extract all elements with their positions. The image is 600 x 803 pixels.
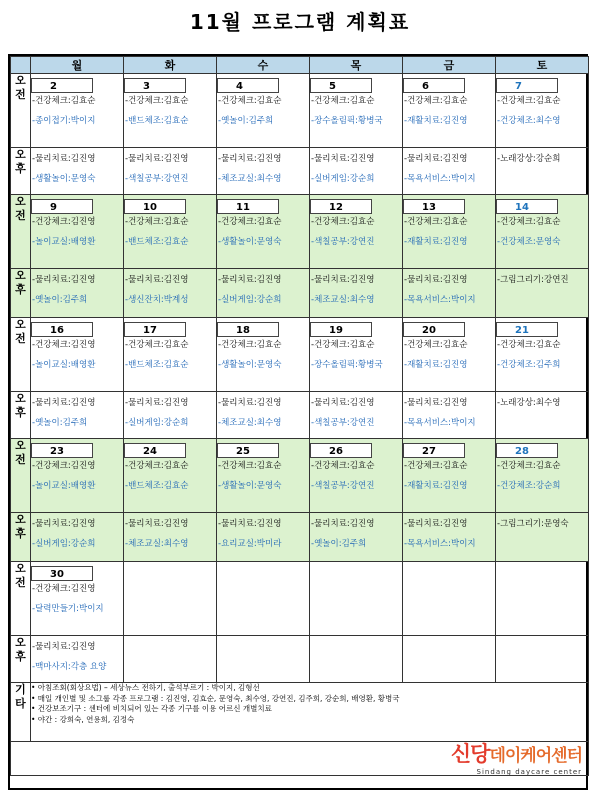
routine-entry: -건강체크:김진영 [32,217,96,227]
program-entry: -맥마사지:각층 요양 [32,662,107,672]
am-label [11,562,31,636]
weekday-tue: 화 [124,57,217,74]
routine-entry: -물리치료:김진영 [404,519,468,529]
routine-entry: -노래강상:강순희 [497,154,561,164]
program-entry: -실버게임:강순희 [32,539,96,549]
program-entry: -건강체조:김주희 [497,360,561,370]
period-label-char: 후 [15,650,26,663]
date-number: 28 [496,443,558,458]
period-label-char: 오 [15,195,26,208]
date-number: 11 [217,199,279,214]
footer-cell [11,742,589,776]
day-cell [31,269,124,318]
routine-entry: -건강체크:김효순 [404,461,468,471]
day-cell [310,269,403,318]
routine-entry: -건강체크:김효순 [125,461,189,471]
notes-label-char-2: 타 [15,697,26,710]
program-entry: -밴드체조:김효순 [125,116,189,126]
note-line: • 야간 : 강희숙, 연용희, 김정숙 [31,714,135,724]
day-cell [310,148,403,195]
program-entry: -요리교실:박미라 [218,539,282,549]
program-entry: -색칠공부:강연진 [311,418,375,428]
routine-entry: -물리치료:김진영 [218,519,282,529]
day-cell [403,269,496,318]
notes-row [11,683,589,742]
week-4-pm-row [11,513,589,562]
day-cell [310,439,403,513]
program-entry: -장수올림픽:황병국 [311,360,383,370]
period-label-char: 전 [15,88,26,101]
program-entry: -실버게임:강순희 [125,418,189,428]
date-number: 18 [217,322,279,337]
date-number: 24 [124,443,186,458]
day-cell [217,318,310,392]
week-1-am-row [11,74,589,148]
program-entry: -놀이교실:배영환 [32,360,96,370]
day-cell [310,318,403,392]
routine-entry: -건강체크:김효순 [497,461,561,471]
routine-entry: -건강체크:김효순 [218,340,282,350]
day-cell [496,74,589,148]
day-cell [124,195,217,269]
program-entry: -생활놀이:문영숙 [218,360,282,370]
program-entry: -목욕서비스:박이지 [404,295,476,305]
routine-entry: -물리치료:김진영 [311,398,375,408]
center-logo [451,742,582,776]
period-label-char: 오 [15,636,26,649]
day-cell [217,74,310,148]
period-label-char: 전 [15,576,26,589]
routine-entry: -건강체크:김효순 [311,96,375,106]
date-number: 4 [217,78,279,93]
day-cell [310,636,403,683]
routine-entry: -건강체크:김효순 [32,96,96,106]
day-cell [124,74,217,148]
period-label-char: 후 [15,283,26,296]
program-entry: -체조교실:최수영 [218,174,282,184]
routine-entry: -물리치료:김진영 [404,154,468,164]
am-label [11,439,31,513]
logo-main-orange: 데이케어센터 [489,746,582,766]
period-label-char: 오 [15,148,26,161]
notes-label-char-1: 기 [15,683,26,696]
routine-entry: -물리치료:김진영 [404,275,468,285]
day-cell [496,269,589,318]
routine-entry: -건강체크:김효순 [125,217,189,227]
note-line: • 아침조회(회상요법) – 세상뉴스 전하기, 출석부르기 : 박이지, 김형선 [31,683,260,692]
day-cell [217,392,310,439]
day-cell [496,562,589,636]
period-label-char: 오 [15,74,26,87]
day-cell [310,513,403,562]
routine-entry: -건강체크:김진영 [32,584,96,594]
day-cell [310,74,403,148]
program-entry: -실버게임:강순희 [218,295,282,305]
pm-label [11,148,31,195]
period-label-char: 전 [15,332,26,345]
week-5-pm-row [11,636,589,683]
week-5-am-row [11,562,589,636]
program-entry: -밴드체조:김효순 [125,360,189,370]
pm-label [11,513,31,562]
day-cell [403,392,496,439]
routine-entry: -건강체크:김효순 [311,217,375,227]
day-cell [31,513,124,562]
note-line: • 건강보조기구 : 센터에 비치되어 있는 각종 기구를 이용 어르신 개별치료 [31,704,272,713]
routine-entry: -건강체크:김효순 [404,217,468,227]
period-label-char: 오 [15,269,26,282]
program-entry: -달력만들기:박이지 [32,604,104,614]
pm-label [11,392,31,439]
program-entry: -목욕서비스:박이지 [404,539,476,549]
program-entry: -밴드체조:김효순 [125,481,189,491]
day-cell [310,562,403,636]
program-entry: -색칠공부:강연진 [311,237,375,247]
period-label-char: 후 [15,406,26,419]
program-entry: -목욕서비스:박이지 [404,418,476,428]
week-1-pm-row [11,148,589,195]
page-title: 11월 프로그램 계획표 [189,10,411,34]
day-cell [31,392,124,439]
date-number: 2 [31,78,93,93]
am-label [11,195,31,269]
day-cell [31,195,124,269]
pm-label [11,636,31,683]
date-number: 5 [310,78,372,93]
program-entry: -재활치료:김진영 [404,237,468,247]
routine-entry: -물리치료:김진영 [32,154,96,164]
routine-entry: -물리치료:김진영 [32,519,96,529]
day-cell [403,148,496,195]
date-number: 30 [31,566,93,581]
day-cell [403,195,496,269]
program-entry: -놀이교실:배영환 [32,481,96,491]
date-number: 3 [124,78,186,93]
routine-entry: -물리치료:김진영 [32,398,96,408]
weekday-wed: 수 [217,57,310,74]
date-number: 13 [403,199,465,214]
routine-entry: -건강체크:김효순 [125,340,189,350]
program-entry: -색칠공부:강연진 [311,481,375,491]
program-entry: -생활놀이:문영숙 [218,237,282,247]
day-cell [217,195,310,269]
day-cell [31,636,124,683]
day-cell [310,195,403,269]
date-number: 7 [496,78,558,93]
period-label-char: 전 [15,453,26,466]
period-label-char: 후 [15,162,26,175]
routine-entry: -물리치료:김진영 [218,398,282,408]
period-label-char: 오 [15,439,26,452]
program-entry: -체조교실:최수영 [125,539,189,549]
day-cell [217,513,310,562]
am-label [11,318,31,392]
day-cell [496,513,589,562]
routine-entry: -물리치료:김진영 [311,275,375,285]
week-3-pm-row [11,392,589,439]
logo-subtitle: Sindang daycare center [476,768,582,776]
date-number: 16 [31,322,93,337]
program-entry: -생신잔치:박계성 [125,295,189,305]
routine-entry: -물리치료:김진영 [218,275,282,285]
routine-entry: -물리치료:김진영 [311,519,375,529]
day-cell [403,439,496,513]
program-entry: -장수올림픽:황병국 [311,116,383,126]
period-label-char: 오 [15,318,26,331]
program-entry: -건강체조:최수영 [497,116,561,126]
date-number: 20 [403,322,465,337]
logo-main-red: 신당 [450,742,490,766]
day-cell [496,148,589,195]
date-number: 25 [217,443,279,458]
program-entry: -옛놀이:김주희 [32,418,88,428]
routine-entry: -건강체크:김효순 [497,217,561,227]
day-cell [31,439,124,513]
day-cell [496,318,589,392]
program-entry: -건강체조:문영숙 [497,237,561,247]
weekday-fri: 금 [403,57,496,74]
week-2-pm-row [11,269,589,318]
program-entry: -생활놀이:문영숙 [32,174,96,184]
routine-entry: -물리치료:김진영 [218,154,282,164]
program-entry: -생활놀이:문영숙 [218,481,282,491]
day-cell [403,318,496,392]
day-cell [496,439,589,513]
routine-entry: -건강체크:김효순 [404,96,468,106]
day-cell [403,636,496,683]
day-cell [124,269,217,318]
day-cell [124,513,217,562]
routine-entry: -물리치료:김진영 [32,642,96,652]
day-cell [31,74,124,148]
program-entry: -재활치료:김진영 [404,481,468,491]
day-cell [217,439,310,513]
program-entry: -옛놀이:김주희 [311,539,367,549]
note-line: • 매일 개인별 및 소그룹 각종 프로그램 : 김진영, 김효순, 문영숙, 최수영, 강연진, 김주희, 강순희, 배영환, 황병국 [31,693,400,703]
routine-entry: -그림그리기:강연진 [497,275,569,285]
date-number: 26 [310,443,372,458]
schedule-frame [8,54,588,790]
notes-cell [31,683,589,742]
day-cell [217,269,310,318]
date-number: 10 [124,199,186,214]
day-cell [124,318,217,392]
day-cell [310,392,403,439]
day-cell [31,318,124,392]
day-cell [403,74,496,148]
week-4-am-row [11,439,589,513]
date-number: 14 [496,199,558,214]
period-label-char: 전 [15,209,26,222]
day-cell [124,636,217,683]
weekday-thu: 목 [310,57,403,74]
routine-entry: -물리치료:김진영 [125,275,189,285]
routine-entry: -건강체크:김효순 [218,96,282,106]
program-entry: -실버게임:강순희 [311,174,375,184]
header-corner [11,57,31,74]
routine-entry: -건강체크:김효순 [218,217,282,227]
weekday-sat: 토 [496,57,589,74]
routine-entry: -물리치료:김진영 [125,398,189,408]
weekday-header-row [11,57,589,74]
routine-entry: -물리치료:김진영 [311,154,375,164]
routine-entry: -건강체크:김효순 [311,340,375,350]
day-cell [496,195,589,269]
pm-label [11,269,31,318]
week-3-am-row [11,318,589,392]
program-entry: -옛놀이:김주희 [218,116,274,126]
day-cell [124,148,217,195]
day-cell [496,636,589,683]
routine-entry: -물리치료:김진영 [125,519,189,529]
day-cell [403,513,496,562]
routine-entry: -건강체크:김효순 [125,96,189,106]
day-cell [124,392,217,439]
day-cell [31,562,124,636]
day-cell [217,636,310,683]
routine-entry: -건강체크:김효순 [497,96,561,106]
program-entry: -재활치료:김진영 [404,116,468,126]
routine-entry: -노래강상:최수영 [497,398,561,408]
routine-entry: -물리치료:김진영 [125,154,189,164]
period-label-char: 후 [15,527,26,540]
date-number: 12 [310,199,372,214]
day-cell [496,392,589,439]
routine-entry: -건강체크:김효순 [218,461,282,471]
day-cell [217,148,310,195]
date-number: 21 [496,322,558,337]
program-entry: -종이접기:박이지 [32,116,96,126]
week-2-am-row [11,195,589,269]
date-number: 19 [310,322,372,337]
notes-label [11,683,31,742]
day-cell [124,562,217,636]
date-number: 23 [31,443,93,458]
routine-entry: -건강체크:김효순 [404,340,468,350]
program-entry: -밴드체조:김효순 [125,237,189,247]
schedule-table [10,56,589,776]
program-entry: -재활치료:김진영 [404,360,468,370]
routine-entry: -건강체크:김효순 [497,340,561,350]
program-entry: -목욕서비스:박이지 [404,174,476,184]
period-label-char: 오 [15,562,26,575]
day-cell [31,148,124,195]
date-number: 17 [124,322,186,337]
routine-entry: -물리치료:김진영 [32,275,96,285]
footer-row [11,742,589,776]
routine-entry: -그림그리기:문영숙 [497,519,569,529]
program-entry: -색칠공부:강연진 [125,174,189,184]
date-number: 6 [403,78,465,93]
date-number: 27 [403,443,465,458]
routine-entry: -건강체크:김효순 [311,461,375,471]
weekday-mon: 월 [31,57,124,74]
routine-entry: -물리치료:김진영 [404,398,468,408]
am-label [11,74,31,148]
program-entry: -체조교실:최수영 [218,418,282,428]
program-entry: -체조교실:최수영 [311,295,375,305]
program-entry: -놀이교실:배영환 [32,237,96,247]
period-label-char: 오 [15,513,26,526]
routine-entry: -건강체크:김진영 [32,340,96,350]
day-cell [403,562,496,636]
program-entry: -옛놀이:김주희 [32,295,88,305]
day-cell [124,439,217,513]
period-label-char: 오 [15,392,26,405]
date-number: 9 [31,199,93,214]
routine-entry: -건강체크:김진영 [32,461,96,471]
day-cell [217,562,310,636]
program-entry: -건강체조:강순희 [497,481,561,491]
